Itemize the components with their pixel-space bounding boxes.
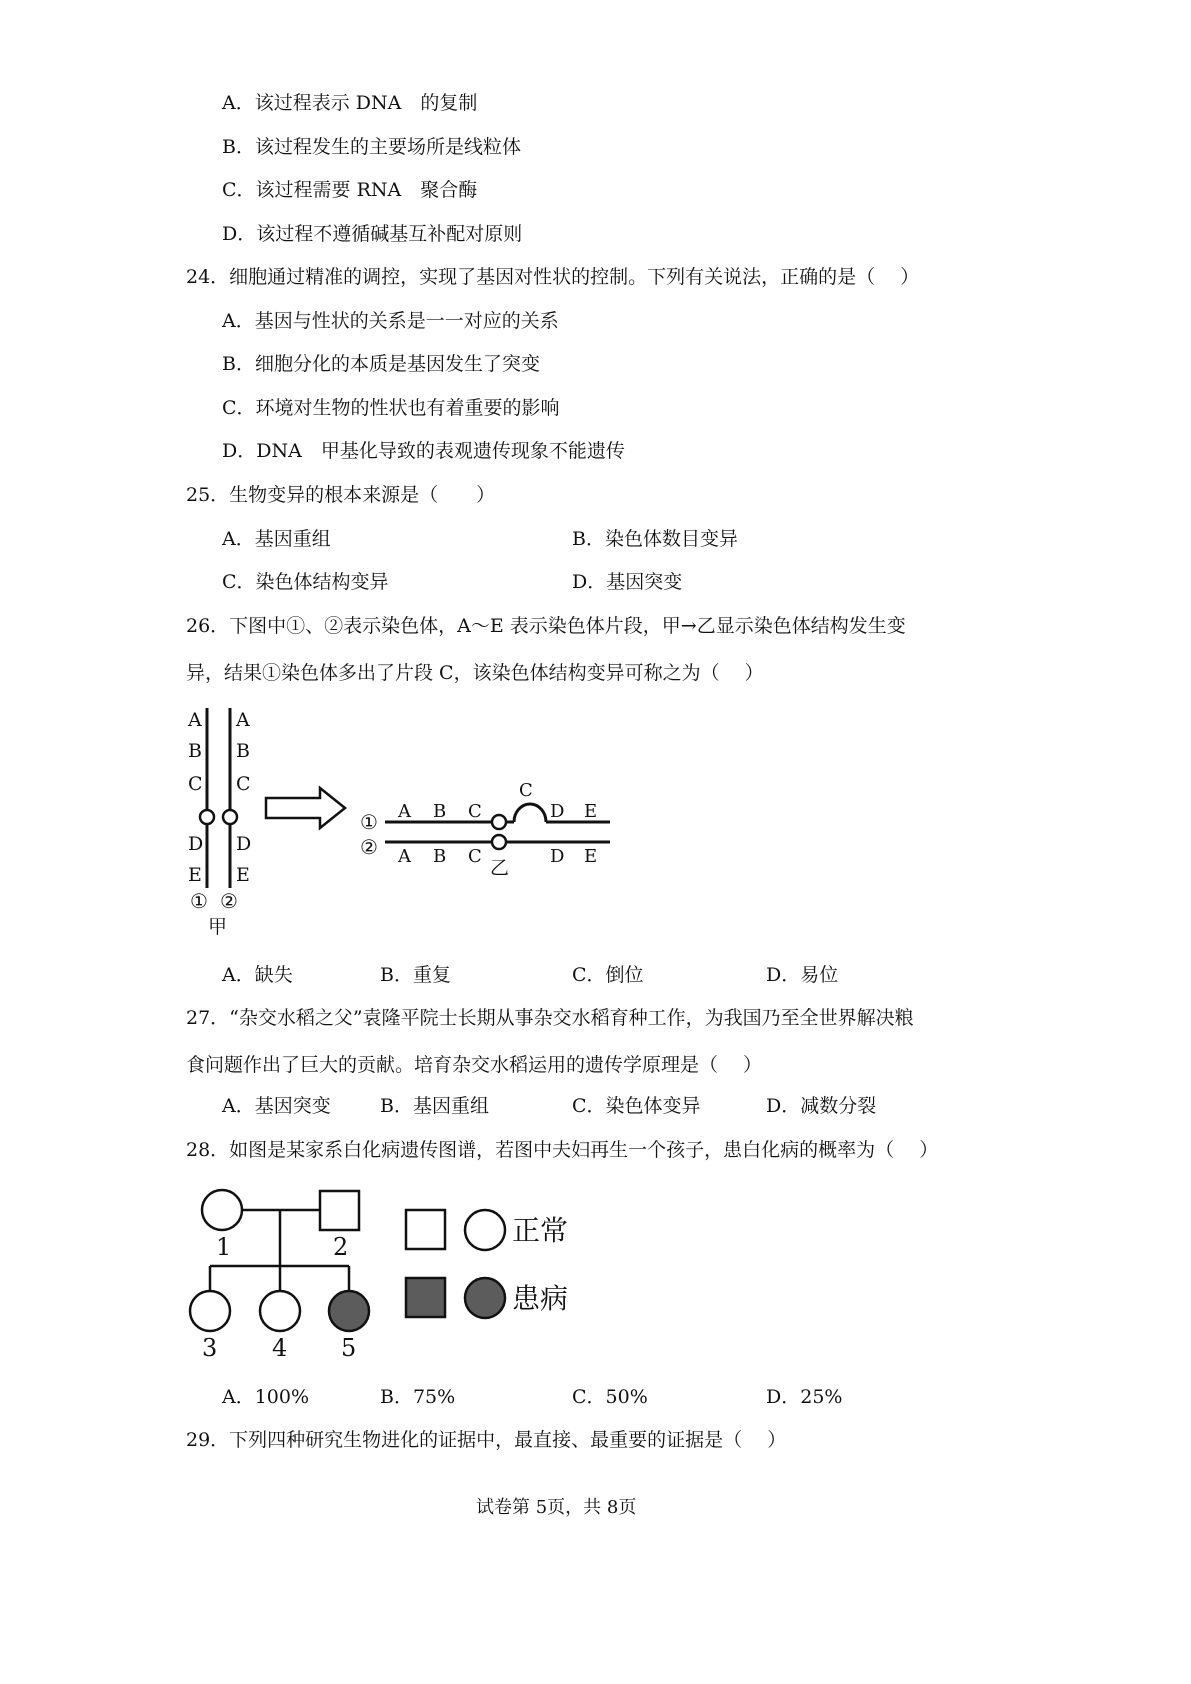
jia-label: 甲 [208,916,228,938]
q27-option-d: D．减数分裂 [766,1095,877,1117]
q28-option-a: A．100% [222,1386,310,1408]
q23-option-c: C．该过程需要 RNA 聚合酶 [222,179,478,201]
legend-female-affected-icon [465,1278,505,1318]
seg-label: C [236,773,251,795]
q26-option-b: B．重复 [380,964,451,986]
q26-option-c: C．倒位 [572,964,644,986]
q29-stem: 29．下列四种研究生物进化的证据中，最直接、最重要的证据是（ ） [186,1429,787,1451]
q25-option-a: A．基因重组 [222,528,331,550]
legend-male-affected-icon [406,1278,445,1317]
individual-1-female-normal [202,1190,242,1230]
q24-option-b: B．细胞分化的本质是基因发生了突变 [222,353,540,375]
seg-label: C [468,801,482,822]
seg-label: D [188,833,204,855]
q24-option-a: A．基因与性状的关系是一一对应的关系 [222,310,559,332]
pedigree-chart [180,1178,600,1368]
q23-option-d: D．该过程不遵循碱基互补配对原则 [222,223,523,245]
q26-option-a: A．缺失 [222,964,293,986]
seg-label: E [584,801,598,822]
seg-label: E [188,864,202,886]
q26-stem-line1: 26．下图中①、②表示染色体，A～E 表示染色体片段，甲→乙显示染色体结构发生变 [186,615,906,637]
chromosome-1-jia [200,708,214,888]
q27-option-b: B．基因重组 [380,1095,489,1117]
chromosome-2-yi [385,835,610,849]
seg-label: C [188,773,203,795]
q28-option-d: D．25% [766,1386,843,1408]
page-footer: 试卷第 5页，共 8页 [476,1497,637,1518]
chr2-label-yi: ② [360,835,378,859]
seg-label: B [433,846,447,867]
q25-option-d: D．基因突变 [572,571,683,593]
chr1-label: ① [190,889,208,913]
q24-stem: 24．细胞通过精准的调控，实现了基因对性状的控制。下列有关说法，正确的是（ ） [186,266,920,288]
q23-option-a: A．该过程表示 DNA 的复制 [222,92,478,114]
chromosome-1-yi [385,804,610,829]
seg-label: B [188,740,202,762]
chromosome-2-jia [223,708,237,888]
q28-option-b: B．75% [380,1386,456,1408]
seg-label: A [236,709,250,731]
individual-number: 5 [341,1334,357,1362]
seg-label: A [398,846,411,867]
chr2-label: ② [220,889,238,913]
q24-option-c: C．环境对生物的性状也有着重要的影响 [222,397,560,419]
individual-number: 1 [216,1233,232,1261]
seg-label-duplicate: C [519,780,533,801]
individual-5-female-affected [329,1291,369,1331]
q27-stem-line1: 27．“杂交水稻之父”袁隆平院士长期从事杂交水稻育种工作，为我国乃至全世界解决粮 [186,1007,914,1029]
seg-label: B [236,740,250,762]
individual-2-male-normal [320,1191,359,1230]
chromosome-diagram [180,700,620,945]
q28-option-c: C．50% [572,1386,648,1408]
chr1-label-yi: ① [360,810,378,834]
seg-label: D [550,846,565,867]
arrow-icon [266,788,345,828]
individual-number: 2 [333,1233,349,1261]
legend-affected-label: 患病 [512,1282,569,1315]
q23-option-b: B．该过程发生的主要场所是线粒体 [222,136,521,158]
seg-label: B [433,801,447,822]
seg-label: C [468,846,482,867]
seg-label: A [188,709,202,731]
q25-stem: 25．生物变异的根本来源是（ ） [186,484,496,506]
q25-option-b: B．染色体数目变异 [572,528,738,550]
q25-option-c: C．染色体结构变异 [222,571,389,593]
individual-number: 4 [272,1334,288,1362]
q27-option-a: A．基因突变 [222,1095,331,1117]
seg-label: A [398,801,411,822]
q26-stem-line2: 异，结果①染色体多出了片段 C，该染色体结构变异可称之为（ ） [186,662,764,684]
seg-label: D [236,833,252,855]
q27-option-c: C．染色体变异 [572,1095,701,1117]
seg-label: E [236,864,250,886]
individual-number: 3 [202,1334,218,1362]
yi-label: 乙 [490,857,510,879]
individual-3-female-normal [190,1291,230,1331]
q27-stem-line2: 食问题作出了巨大的贡献。培育杂交水稻运用的遗传学原理是（ ） [186,1054,763,1076]
legend-normal-label: 正常 [512,1214,569,1247]
individual-4-female-normal [260,1291,300,1331]
seg-label: D [550,801,565,822]
legend-male-normal-icon [406,1210,445,1249]
q24-option-d: D．DNA 甲基化导致的表观遗传现象不能遗传 [222,440,625,462]
q26-option-d: D．易位 [766,964,839,986]
legend-female-normal-icon [465,1210,505,1250]
seg-label: E [584,846,598,867]
q28-stem: 28．如图是某家系白化病遗传图谱，若图中夫妇再生一个孩子，患白化病的概率为（ ） [186,1139,939,1161]
